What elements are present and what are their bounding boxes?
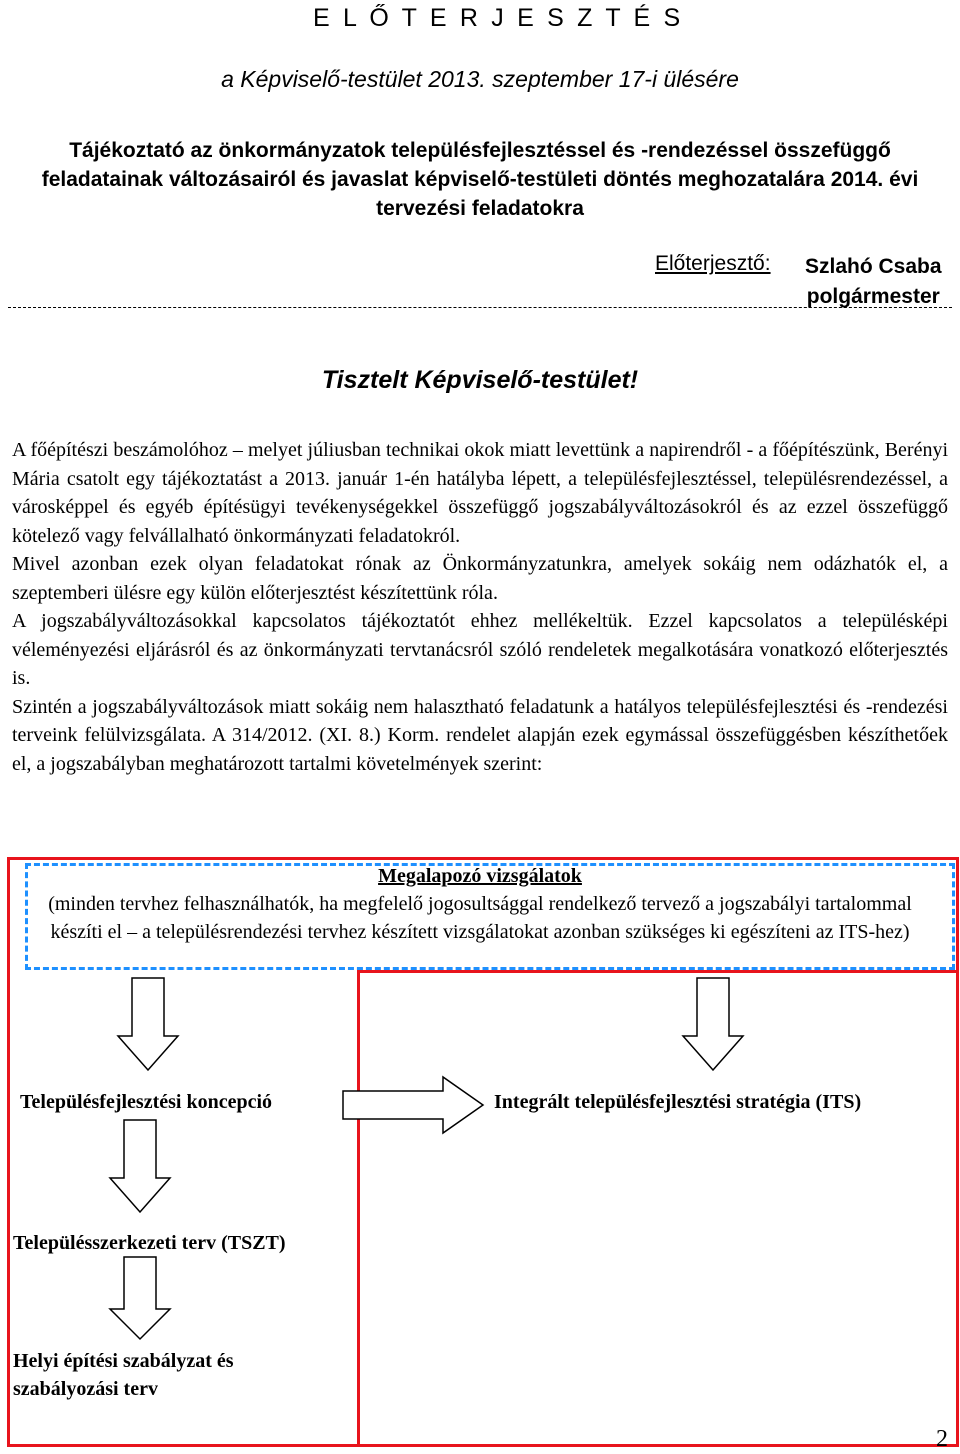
hesz-label-line2: szabályozási terv bbox=[13, 1378, 158, 1400]
document-title: E L Ő T E R J E S Z T É S bbox=[313, 4, 684, 32]
agenda-topic: Tájékoztató az önkormányzatok településfejlesztéssel és -rendezéssel összefüggő feladatainak változásairól és javaslat képviselő-testületi döntés meghozatalára 2014. évi tervezési feladatokra bbox=[41, 139, 919, 220]
hesz-block bbox=[13, 1347, 234, 1403]
down-arrow-icon bbox=[118, 978, 178, 1070]
down-arrow-icon bbox=[110, 1257, 170, 1339]
salutation: Tisztelt Képviselő-testület! bbox=[321, 366, 639, 394]
meeting-subtitle: a Képviselő-testület 2013. szeptember 17-i ülésére bbox=[221, 66, 739, 92]
down-arrow-icon bbox=[110, 1120, 170, 1212]
foundation-studies-box bbox=[30, 862, 930, 946]
right-arrow-icon bbox=[343, 1077, 483, 1133]
paragraph-2: Mivel azonban ezek olyan feladatokat rónak az Önkormányzatunkra, amelyek sokáig nem odázhatók el, a szeptemberi ülésre egy külön előterjesztést készítettünk róla. bbox=[12, 553, 948, 604]
page-number: 2 bbox=[936, 1426, 948, 1452]
presenter-role: polgármester bbox=[806, 285, 940, 308]
hesz-label-line1: Helyi építési szabályzat és bbox=[13, 1350, 234, 1372]
foundation-text: (minden tervhez felhasználhatók, ha megfelelő jogosultsággal rendelkező tervező a jogszabályi tartalommal készíti el – a településrendezési tervhez készített vizsgálatokat azonban szükséges ki egészíteni az ITS-hez) bbox=[48, 893, 912, 943]
paragraph-3: A jogszabályváltozásokkal kapcsolatos tájékoztatót ehhez mellékeltük. Ezzel kapcsolatos a településképi véleményezési eljárásról és az önkormányzati tervtanácsról szóló rendeletek megalkotására vonatkozó előterjesztés is. bbox=[12, 610, 948, 689]
presenter-name: Szlahó Csaba bbox=[805, 255, 942, 278]
presenter-label: Előterjesztő: bbox=[655, 252, 771, 275]
paragraph-4: Szintén a jogszabályváltozások miatt sokáig nem halasztható feladatunk a hatályos településfejlesztési és -rendezési terveink felülvizsgálata. A 314/2012. (XI. 8.) Korm. rendelet alapján ezek egymással összefüggésben készíthetőek el, a jogszabályban meghatározott tartalmi követelmények szerint: bbox=[12, 695, 948, 775]
dashed-divider bbox=[8, 307, 952, 308]
presenter-block bbox=[805, 252, 942, 312]
tszt-label: Településszerkezeti terv (TSZT) bbox=[13, 1232, 286, 1254]
paragraph-1: A főépítészi beszámolóhoz – melyet júliusban technikai okok miatt levettünk a napirendről - a főépítészünk, Berényi Mária csatolt egy tájékoztatást a 2013. január 1-én hatályba lépett, a településfejlesztéssel, településrendezéssel, a városképpel és egyéb építésügyi tevékenységekkel összefüggő jogszabályváltozásokról és az ezzel összefüggő kötelező vagy felvállalható önkormányzati feladatokról. bbox=[12, 439, 948, 547]
its-label: Integrált településfejlesztési stratégia (ITS) bbox=[494, 1091, 862, 1113]
down-arrow-icon bbox=[683, 978, 743, 1070]
red-frame-inner bbox=[357, 970, 959, 1447]
body-text bbox=[12, 436, 948, 778]
concept-label: Településfejlesztési koncepció bbox=[20, 1091, 273, 1113]
foundation-title: Megalapozó vizsgálatok bbox=[378, 865, 582, 887]
